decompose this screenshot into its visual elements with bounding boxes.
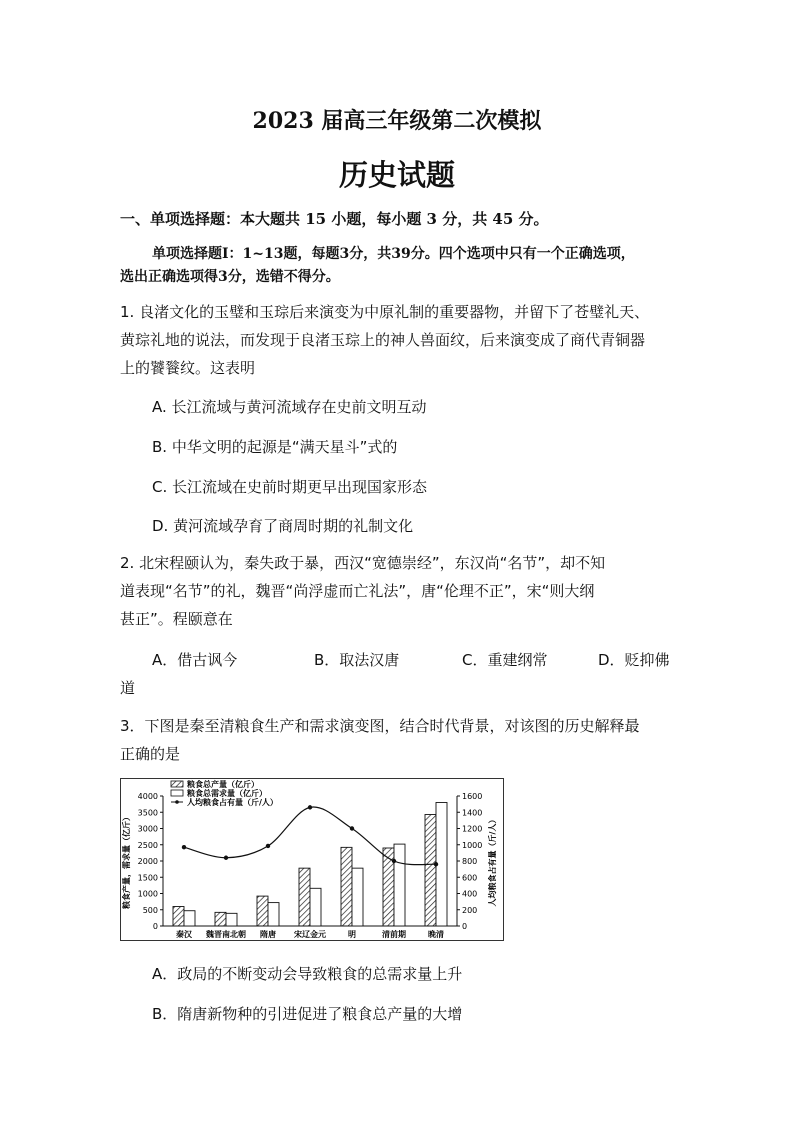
per-capita-point (308, 805, 312, 809)
section-note-line: 选出正确选项得3分，选错不得分。 (120, 269, 340, 285)
y-tick-label: 2000 (137, 857, 158, 866)
y-tick-label: 3500 (137, 808, 158, 818)
grain-chart-svg (121, 779, 503, 940)
q2-option-d-wrap: 道 (120, 679, 136, 697)
stem-line: 1. 良渚文化的玉璧和玉琮后来演变为中原礼制的重要器物，并留下了苍璧礼天、 (120, 303, 650, 321)
subject-title: 历史试题 (338, 158, 455, 192)
y2-tick-label: 0 (462, 922, 468, 931)
y-tick-label: 0 (152, 922, 158, 931)
x-tick-label: 宋辽金元 (294, 930, 326, 939)
stem-line: 黄琮礼地的说法，而发现于良渚玉琮上的神人兽面纹，后来演变成了商代青铜器 (120, 331, 646, 349)
stem-line: 2. 北宋程颐认为，秦失政于暴，西汉“宽德崇经”，东汉尚“名节”，却不知 (120, 554, 606, 572)
q2-option-b[interactable]: B．取法汉唐 (314, 651, 400, 669)
x-tick-label: 魏晋南北朝 (206, 930, 246, 939)
section-note-line: 单项选择题Ⅰ：1~13题，每题3分，共39分。四个选项中只有一个正确选项， (152, 246, 635, 262)
y2-tick-label: 600 (462, 873, 478, 883)
per-capita-point (350, 826, 354, 830)
y2-tick-label: 1000 (462, 840, 483, 850)
y2-tick-label: 1600 (462, 792, 483, 801)
q2-option-c[interactable]: C．重建纲常 (462, 651, 548, 669)
legend-swatch-point (175, 800, 179, 804)
legend-swatch-production (171, 781, 183, 787)
demand-bar (184, 911, 195, 926)
stem-line: 道表现“名节”的礼，魏晋“尚浮虚而亡礼法”，唐“伦理不正”，宋“则大纲 (120, 582, 595, 600)
y2-tick-label: 1400 (462, 808, 483, 818)
y-tick-label: 1000 (137, 889, 158, 899)
demand-bar (310, 888, 321, 926)
y2-tick-label: 800 (462, 857, 478, 866)
y2-tick-label: 1200 (462, 824, 483, 834)
y2-tick-label: 400 (462, 889, 478, 899)
y2-axis-label: 人均粮食占有量（斤/人） (488, 815, 497, 907)
y-tick-label: 3000 (137, 824, 158, 834)
section-note (120, 243, 680, 289)
stem-line: 3．下图是秦至清粮食生产和需求演变图，结合时代背景，对该图的历史解释最 (120, 717, 640, 735)
production-bar (173, 907, 184, 927)
production-bar (299, 868, 310, 926)
legend-label-demand: 粮食总需求量（亿斤） (187, 789, 267, 798)
x-tick-label: 晚清 (428, 930, 444, 939)
x-tick-label: 清前期 (382, 930, 406, 939)
y-tick-label: 1500 (137, 873, 158, 883)
production-bar (341, 847, 352, 926)
demand-bar (268, 903, 279, 926)
legend-label-production: 粮食总产量（亿斤） (187, 780, 259, 789)
production-bar (425, 815, 436, 926)
legend-swatch-demand (171, 790, 183, 796)
per-capita-point (392, 859, 396, 863)
q2-option-d[interactable]: D．贬抑佛 (598, 651, 670, 669)
q3-option-b[interactable]: B．隋唐新物种的引进促进了粮食总产量的大增 (152, 1005, 463, 1023)
demand-bar (394, 844, 405, 926)
y-tick-label: 500 (142, 905, 158, 915)
exam-title: 2023 届高三年级第二次模拟 (252, 108, 542, 134)
q2-option-a[interactable]: A．借古讽今 (152, 651, 238, 669)
y-tick-label: 2500 (137, 840, 158, 850)
x-tick-label: 明 (348, 930, 356, 939)
question-1-stem (120, 298, 680, 382)
legend-label-per-capita: 人均粮食占有量（斤/人） (187, 798, 278, 807)
question-3-stem (120, 712, 680, 768)
x-tick-label: 秦汉 (176, 930, 192, 939)
q1-option-c[interactable]: C. 长江流域在史前时期更早出现国家形态 (152, 478, 428, 496)
stem-line: 甚正”。程颐意在 (120, 610, 233, 628)
q1-option-d[interactable]: D. 黄河流域孕育了商周时期的礼制文化 (152, 517, 414, 535)
per-capita-point (434, 862, 438, 866)
q1-option-b[interactable]: B. 中华文明的起源是“满天星斗”式的 (152, 438, 398, 456)
production-bar (215, 912, 226, 926)
x-tick-label: 隋唐 (260, 930, 276, 939)
demand-bar (226, 913, 237, 926)
section-heading: 一、单项选择题：本大题共 15 小题，每小题 3 分，共 45 分。 (120, 210, 549, 228)
q3-option-a[interactable]: A．政局的不断变动会导致粮食的总需求量上升 (152, 965, 463, 983)
question-2-stem (120, 549, 680, 633)
q1-option-a[interactable]: A. 长江流域与黄河流域存在史前文明互动 (152, 398, 427, 416)
grain-chart (120, 778, 504, 941)
y-tick-label: 4000 (137, 792, 158, 801)
y2-tick-label: 200 (462, 905, 478, 915)
per-capita-point (266, 844, 270, 848)
stem-line: 上的饕餮纹。这表明 (120, 359, 256, 377)
per-capita-point (182, 845, 186, 849)
demand-bar (352, 868, 363, 926)
production-bar (257, 896, 268, 926)
per-capita-point (224, 856, 228, 860)
y-axis-label: 粮食产量，需求量（亿斤） (122, 813, 131, 909)
stem-line: 正确的是 (120, 745, 181, 763)
